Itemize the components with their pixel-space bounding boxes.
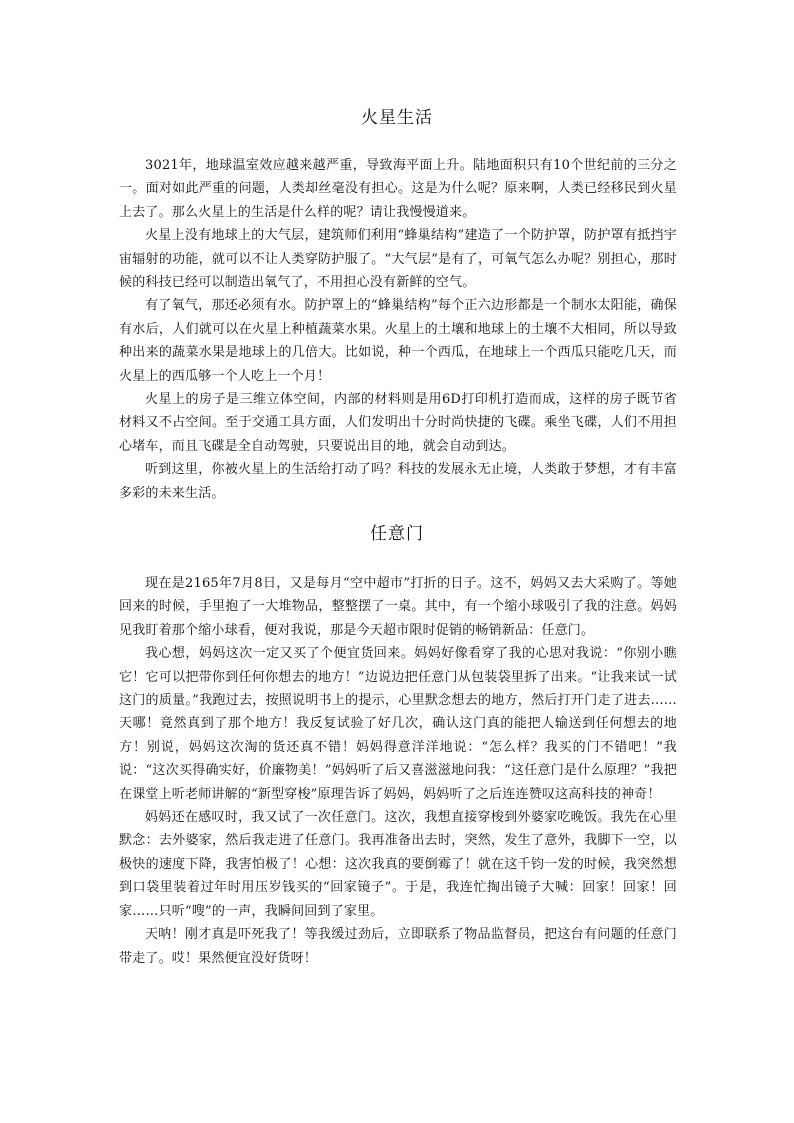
paragraph: 我心想，妈妈这次一定又买了个便宜货回来。妈妈好像看穿了我的心思对我说：“你别小瞧它！它可以把带你到任何你想去的地方！”边说边把任意门从包装袋里拆了出来。“让我来试一试这门的质量。”我跑过去，按照说明书上的提示，心里默念想去的地方，然后打开门走了进去……天哪！竟然真到了那个地方！我反复试验了好几次，确认这门真的能把人输送到任何想去的地方！别说，妈妈这次淘的货还真不错！妈妈得意洋洋地说：“怎么样？我买的门不错吧！”我说：“这次买得确实好，价廉物美！”妈妈听了后又喜滋滋地问我：“这任意门是什么原理？”我把在课堂上听老师讲解的“新型穿梭”原理告诉了妈妈，妈妈听了之后连连赞叹这高科技的神奇！ [119,646,677,802]
paragraph: 有了氧气，那还必须有水。防护罩上的“蜂巢结构”每个正六边形都是一个制水太阳能，确保有水后，人们就可以在火星上种植蔬菜水果。火星上的土壤和地球上的土壤不大相同，所以导致种出来的蔬菜水果是地球上的几倍大。比如说，种一个西瓜，在地球上一个西瓜只能吃几天，而火星上的西瓜够一个人吃上一个月！ [119,298,677,384]
paragraph: 火星上的房子是三维立体空间，内部的材料则是用6D打印机打造而成，这样的房子既节省材料又不占空间。至于交通工具方面，人们发明出十分时尚快捷的飞碟。乘坐飞碟，人们不用担心堵车，而且飞碟是全自动驾驶，只要说出目的地，就会自动到达。 [119,392,677,454]
paragraph: 天呐！刚才真是吓死我了！等我缓过劲后，立即联系了物品监督员，把这台有问题的任意门带走了。哎！果然便宜没好货呀！ [119,927,677,966]
article-title-mars-life: 火星生活 [361,108,433,128]
article-magic-door [119,572,677,970]
paragraph: 听到这里，你被火星上的生活给打动了吗？科技的发展永无止境，人类敢于梦想，才有丰富多彩的未来生活。 [119,462,677,501]
article-mars-life [119,154,677,505]
paragraph: 妈妈还在感叹时，我又试了一次任意门。这次，我想直接穿梭到外婆家吃晚饭。我先在心里默念：去外婆家，然后我走进了任意门。我再准备出去时，突然，发生了意外，我脚下一空，以极快的速度下降，我害怕极了！心想：这次我真的要倒霉了！就在这千钧一发的时候，我突然想到口袋里装着过年时用压岁钱买的“回家镜子”。于是，我连忙掏出镜子大喊：回家！回家！回家……只听“嗖”的一声，我瞬间回到了家里。 [119,810,677,919]
paragraph: 火星上没有地球上的大气层，建筑师们利用“蜂巢结构”建造了一个防护罩，防护罩有抵挡宇宙辐射的功能，就可以不让人类穿防护服了。“大气层”是有了，可氧气怎么办呢？别担心，那时候的科技已经可以制造出氧气了，不用担心没有新鲜的空气。 [119,228,677,291]
paragraph: 3021年，地球温室效应越来越严重，导致海平面上升。陆地面积只有10个世纪前的三分之一。面对如此严重的问题，人类却丝毫没有担心。这是为什么呢？原来啊，人类已经移民到火星上去了。那么火星上的生活是什么样的呢？请让我慢慢道来。 [119,158,677,220]
paragraph: 现在是2165年7月8日，又是每月“空中超市”打折的日子。这不，妈妈又去大采购了。等她回来的时候，手里抱了一大堆物品，整整摆了一桌。其中，有一个缩小球吸引了我的注意。妈妈见我盯着那个缩小球看，便对我说，那是今天超市限时促销的畅销新品：任意门。 [119,576,677,638]
article-title-magic-door: 任意门 [370,524,424,544]
